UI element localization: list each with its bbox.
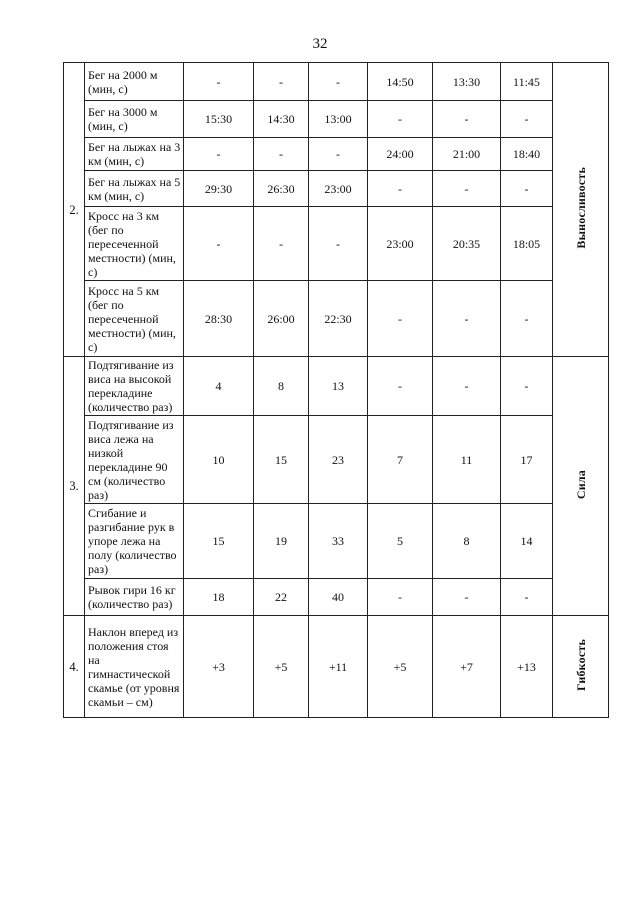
value-cell: - (309, 63, 368, 101)
value-cell: 23:00 (368, 207, 433, 281)
value-cell: 23 (309, 416, 368, 504)
value-cell: 17 (501, 416, 553, 504)
value-cell: - (184, 207, 254, 281)
value-cell: 22:30 (309, 281, 368, 357)
section-number: 4. (64, 616, 85, 718)
table-row (64, 101, 609, 138)
value-cell: 14:30 (254, 101, 309, 138)
value-cell: 15 (184, 504, 254, 579)
value-cell: - (433, 281, 501, 357)
table-row (64, 416, 609, 504)
value-cell: - (368, 579, 433, 616)
exercise-name: Сгибание и разгибание рук в упоре лежа на полу (количество раз) (85, 504, 184, 579)
value-cell: 10 (184, 416, 254, 504)
table-row (64, 138, 609, 171)
exercise-name: Бег на 3000 м (мин, с) (85, 101, 184, 138)
value-cell: 11:45 (501, 63, 553, 101)
category-label: Сила (573, 469, 588, 500)
value-cell: 15 (254, 416, 309, 504)
category-cell (553, 63, 609, 357)
value-cell: - (309, 138, 368, 171)
value-cell: - (368, 171, 433, 207)
exercise-name: Подтягивание из виса на высокой перекладине (количество раз) (85, 357, 184, 416)
value-cell: - (433, 357, 501, 416)
value-cell: 15:30 (184, 101, 254, 138)
table-row (64, 281, 609, 357)
value-cell: +5 (254, 616, 309, 718)
table-row (64, 357, 609, 416)
table-row (64, 207, 609, 281)
table-row (64, 63, 609, 101)
value-cell: +3 (184, 616, 254, 718)
value-cell: - (254, 138, 309, 171)
norms-table (63, 62, 609, 718)
table-row (64, 504, 609, 579)
value-cell: - (433, 579, 501, 616)
section-number: 2. (64, 63, 85, 357)
exercise-name: Кросс на 5 км (бег по пересеченной местности) (мин, с) (85, 281, 184, 357)
value-cell: 26:30 (254, 171, 309, 207)
value-cell: - (309, 207, 368, 281)
value-cell: 8 (433, 504, 501, 579)
value-cell: 4 (184, 357, 254, 416)
value-cell: - (254, 207, 309, 281)
value-cell: 5 (368, 504, 433, 579)
value-cell: 13:00 (309, 101, 368, 138)
value-cell: 18 (184, 579, 254, 616)
table-row (64, 171, 609, 207)
exercise-name: Рывок гири 16 кг (количество раз) (85, 579, 184, 616)
value-cell: - (254, 63, 309, 101)
category-label: Выносливость (573, 167, 588, 249)
value-cell: 40 (309, 579, 368, 616)
value-cell: - (433, 171, 501, 207)
category-label: Гибкость (573, 638, 588, 691)
value-cell: 13:30 (433, 63, 501, 101)
value-cell: - (368, 357, 433, 416)
value-cell: 28:30 (184, 281, 254, 357)
value-cell: 19 (254, 504, 309, 579)
table-row (64, 579, 609, 616)
value-cell: 20:35 (433, 207, 501, 281)
value-cell: +13 (501, 616, 553, 718)
exercise-name: Кросс на 3 км (бег по пересеченной местности) (мин, с) (85, 207, 184, 281)
value-cell: - (184, 63, 254, 101)
value-cell: 21:00 (433, 138, 501, 171)
value-cell: 23:00 (309, 171, 368, 207)
value-cell: - (501, 357, 553, 416)
value-cell: 11 (433, 416, 501, 504)
exercise-name: Подтягивание из виса лежа на низкой перекладине 90 см (количество раз) (85, 416, 184, 504)
value-cell: - (501, 579, 553, 616)
table-row (64, 616, 609, 718)
exercise-name: Бег на лыжах на 3 км (мин, с) (85, 138, 184, 171)
value-cell: - (433, 101, 501, 138)
value-cell: 26:00 (254, 281, 309, 357)
value-cell: 18:40 (501, 138, 553, 171)
value-cell: - (368, 281, 433, 357)
value-cell: 22 (254, 579, 309, 616)
value-cell: 13 (309, 357, 368, 416)
value-cell: - (501, 101, 553, 138)
value-cell: 7 (368, 416, 433, 504)
value-cell: - (184, 138, 254, 171)
value-cell: +7 (433, 616, 501, 718)
value-cell: 14:50 (368, 63, 433, 101)
value-cell: 29:30 (184, 171, 254, 207)
value-cell: +11 (309, 616, 368, 718)
value-cell: - (501, 281, 553, 357)
page-number: 32 (312, 36, 328, 52)
value-cell: 33 (309, 504, 368, 579)
value-cell: 8 (254, 357, 309, 416)
exercise-name: Наклон вперед из положения стоя на гимнастической скамье (от уровня скамьи – см) (85, 616, 184, 718)
value-cell: +5 (368, 616, 433, 718)
value-cell: - (368, 101, 433, 138)
category-cell (553, 357, 609, 616)
section-number: 3. (64, 357, 85, 616)
category-cell (553, 616, 609, 718)
exercise-name: Бег на 2000 м (мин, с) (85, 63, 184, 101)
exercise-name: Бег на лыжах на 5 км (мин, с) (85, 171, 184, 207)
value-cell: - (501, 171, 553, 207)
value-cell: 24:00 (368, 138, 433, 171)
value-cell: 14 (501, 504, 553, 579)
value-cell: 18:05 (501, 207, 553, 281)
